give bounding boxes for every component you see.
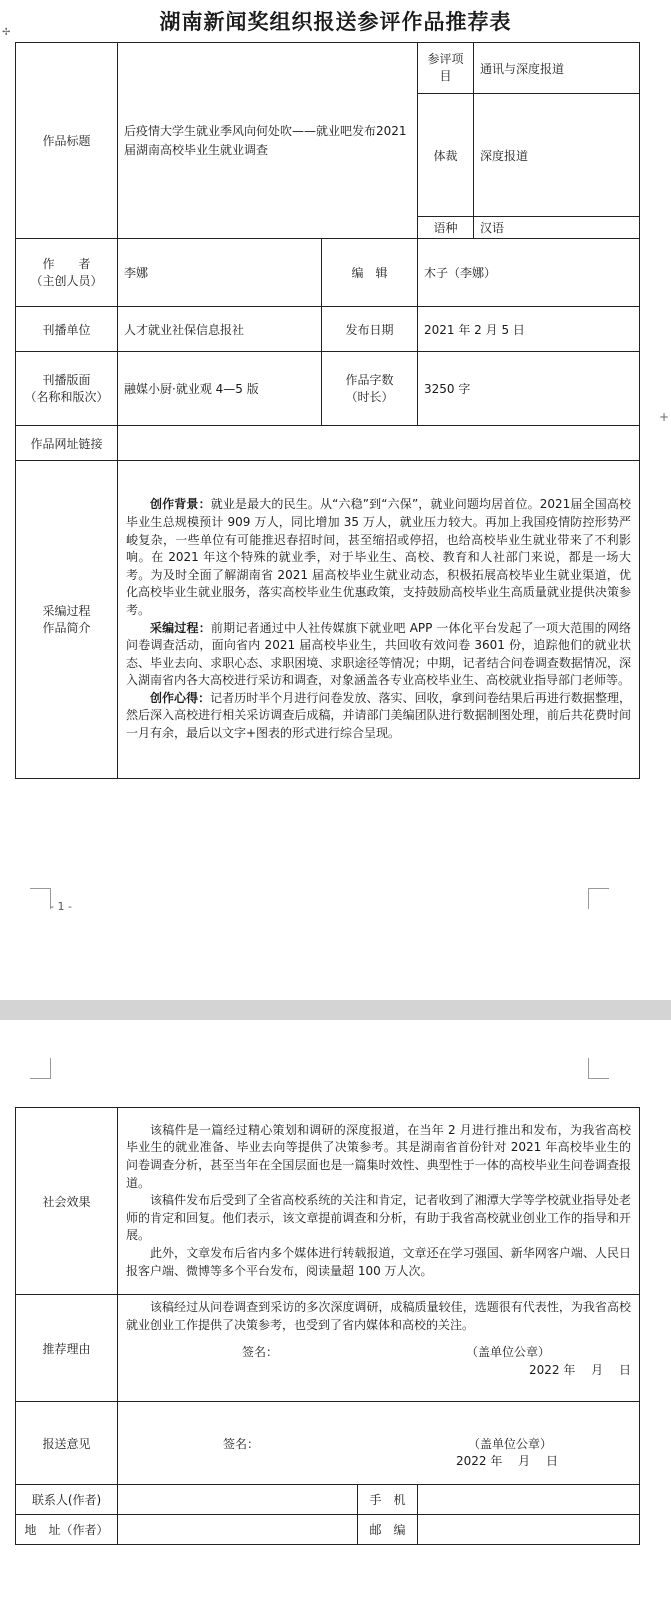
work-title-value: 后疫情大学生就业季风向何处吹——就业吧发布2021届湖南高校毕业生就业调查 [118, 43, 418, 239]
reason-cell [118, 1295, 640, 1402]
experience-text: 记者历时半个月进行问卷发放、落实、回收，拿到问卷结果后再进行数据整理，然后深入高校进行相关采访调查后成稿，并请部门美编团队进行数据制图处理，前后共花费时间一月有余，最后以文字+图表的形式进行综合呈现。 [126, 690, 632, 741]
effect-text [118, 1108, 640, 1295]
publisher-value: 人才就业社保信息报社 [118, 307, 322, 352]
reason-text: 该稿经过从问卷调查到采访的多次深度调研，成稿质量较佳，选题很有代表性，为我省高校就业创业工作提供了决策参考，也受到了省内媒体和高校的关注。 [126, 1300, 631, 1332]
process-label: 采编过程 [42, 603, 91, 618]
reason-sign-date: 2022 年 月 日 [529, 1363, 631, 1378]
background-paragraph [126, 496, 631, 619]
editor-value: 木子（李娜） [418, 239, 640, 307]
genre-value: 深度报道 [474, 94, 640, 217]
category-value: 通讯与深度报道 [474, 43, 640, 94]
process-intro [118, 461, 640, 779]
author-value: 李娜 [118, 239, 322, 307]
reason-sign-label: 签名： [242, 1345, 279, 1360]
address-label: 地 址（作者） [16, 1515, 118, 1545]
date-value: 2021 年 2 月 5 日 [418, 307, 640, 352]
wordcount-label-sub: （时长） [345, 389, 394, 404]
genre-label: 体裁 [418, 94, 474, 217]
process-paragraph [126, 620, 631, 690]
process-text: 前期记者通过中人社传媒旗下就业吧 APP 一体化平台发起了一项大范围的网络问卷调查活动，面向省内 2021 届高校毕业生，共回收有效问卷 3601 份，追踪他们的就业状态、毕业去向、求职心态、求职困境、求职途径等情况；中期，记者结合问卷调查数据情况，深入湖南省内各大高校进行采访和调查，对象涵盖各专业高校毕业生、高校就业指导部门老师等。 [126, 620, 632, 688]
process-label-cell [16, 461, 118, 779]
opinion-label: 报送意见 [16, 1402, 118, 1485]
page-gap [0, 1000, 671, 1020]
process-label-sub: 作品简介 [42, 620, 91, 635]
background-text: 就业是最大的民生。从“六稳”到“六保”，就业问题均居首位。2021届全国高校毕业生总规模预计 909 万人，同比增加 35 万人，就业压力较大。再加上我国疫情防控形势严峻复杂，一些单位有可能推迟春招时间，甚至缩招或停招，也给高校毕业生就业带来了不利影响。在 2021 年这个特殊的就业季，对于毕业生、高校、教育和人社部门来说，都是一场大考。为及时全面了解湖南省 2021 届高校毕业生就业动态，积极拓展高校毕业生就业渠道，优化高校毕业生就业服务，落实高校毕业生优惠政策，支持鼓励高校毕业生高质量就业提供决策参考。 [126, 497, 632, 617]
section-label: 刊播版面 [42, 372, 91, 387]
wordcount-label: 作品字数 [345, 372, 394, 387]
author-label-cell [16, 239, 118, 307]
right-margin-marker-icon: + [659, 410, 670, 424]
category-label: 参评项目 [418, 43, 474, 94]
recommendation-table-part2 [15, 1107, 640, 1545]
postcode-value [418, 1515, 640, 1545]
crop-mark-top-left [30, 1058, 51, 1079]
crop-mark-bottom-left [30, 888, 51, 909]
postcode-label: 邮 编 [358, 1515, 418, 1545]
phone-label: 手 机 [358, 1485, 418, 1515]
reason-seal-label: （盖单位公章） [466, 1345, 551, 1360]
crop-mark-bottom-right [588, 888, 609, 909]
wordcount-value: 3250 字 [418, 352, 640, 426]
reason-label: 推荐理由 [16, 1295, 118, 1402]
section-value: 融媒小厨·就业观 4—5 版 [118, 352, 322, 426]
experience-title: 创作心得： [150, 690, 211, 705]
effect-paragraph-3: 此外，文章发布后省内多个媒体进行转载报道，文章还在学习强国、新华网客户端、人民日报客户端、微博等多个平台发布，阅读量超 100 万人次。 [126, 1245, 631, 1278]
background-title: 创作背景： [150, 497, 211, 512]
page-number: - 1 - [50, 900, 72, 913]
author-label-sub: （主创人员） [30, 273, 103, 288]
author-label: 作 者 [42, 256, 91, 271]
page-title: 湖南新闻奖组织报送参评作品推荐表 [159, 10, 512, 34]
experience-paragraph [126, 690, 631, 743]
opinion-date: 2022 年 月 日 [456, 1454, 558, 1468]
opinion-seal-label: （盖单位公章） [468, 1437, 553, 1451]
table-move-handle-icon[interactable]: ✢ [2, 27, 11, 38]
process-title: 采编过程： [150, 620, 211, 635]
section-label-cell [16, 352, 118, 426]
section-label-sub: （名称和版次） [24, 389, 109, 404]
effect-label: 社会效果 [16, 1108, 118, 1295]
url-value [118, 426, 640, 461]
date-label: 发布日期 [322, 307, 418, 352]
url-label: 作品网址链接 [16, 426, 118, 461]
contact-value [118, 1485, 358, 1515]
reason-signature [126, 1334, 631, 1378]
language-label: 语种 [418, 217, 474, 239]
editor-label: 编 辑 [322, 239, 418, 307]
wordcount-label-cell [322, 352, 418, 426]
effect-paragraph-2: 该稿件发布后受到了全省高校系统的关注和肯定，记者收到了湘潭大学等学校就业指导处老师的肯定和回复。他们表示，该文章提前调查和分析，有助于我省高校就业创业工作的指导和开展。 [126, 1193, 631, 1243]
opinion-sign-label: 签名： [223, 1437, 260, 1451]
crop-mark-top-right [588, 1058, 609, 1079]
phone-value [418, 1485, 640, 1515]
language-value: 汉语 [474, 217, 640, 239]
contact-label: 联系人(作者) [16, 1485, 118, 1515]
page-2 [0, 1020, 671, 1615]
recommendation-table-part1 [15, 42, 640, 779]
publisher-label: 刊播单位 [16, 307, 118, 352]
effect-paragraph-1: 该稿件是一篇经过精心策划和调研的深度报道，在当年 2 月进行推出和发布，为我省高校毕业生的就业准备、毕业去向等提供了决策参考。其是湖南省首份针对 2021 年高校毕业生的问卷调查分析，甚至当年在全国层面也是一篇集时效性、典型性于一体的高校毕业生问卷调查报道。 [126, 1122, 631, 1190]
opinion-cell [118, 1402, 640, 1485]
address-value [118, 1515, 358, 1545]
work-title-label: 作品标题 [16, 43, 118, 239]
